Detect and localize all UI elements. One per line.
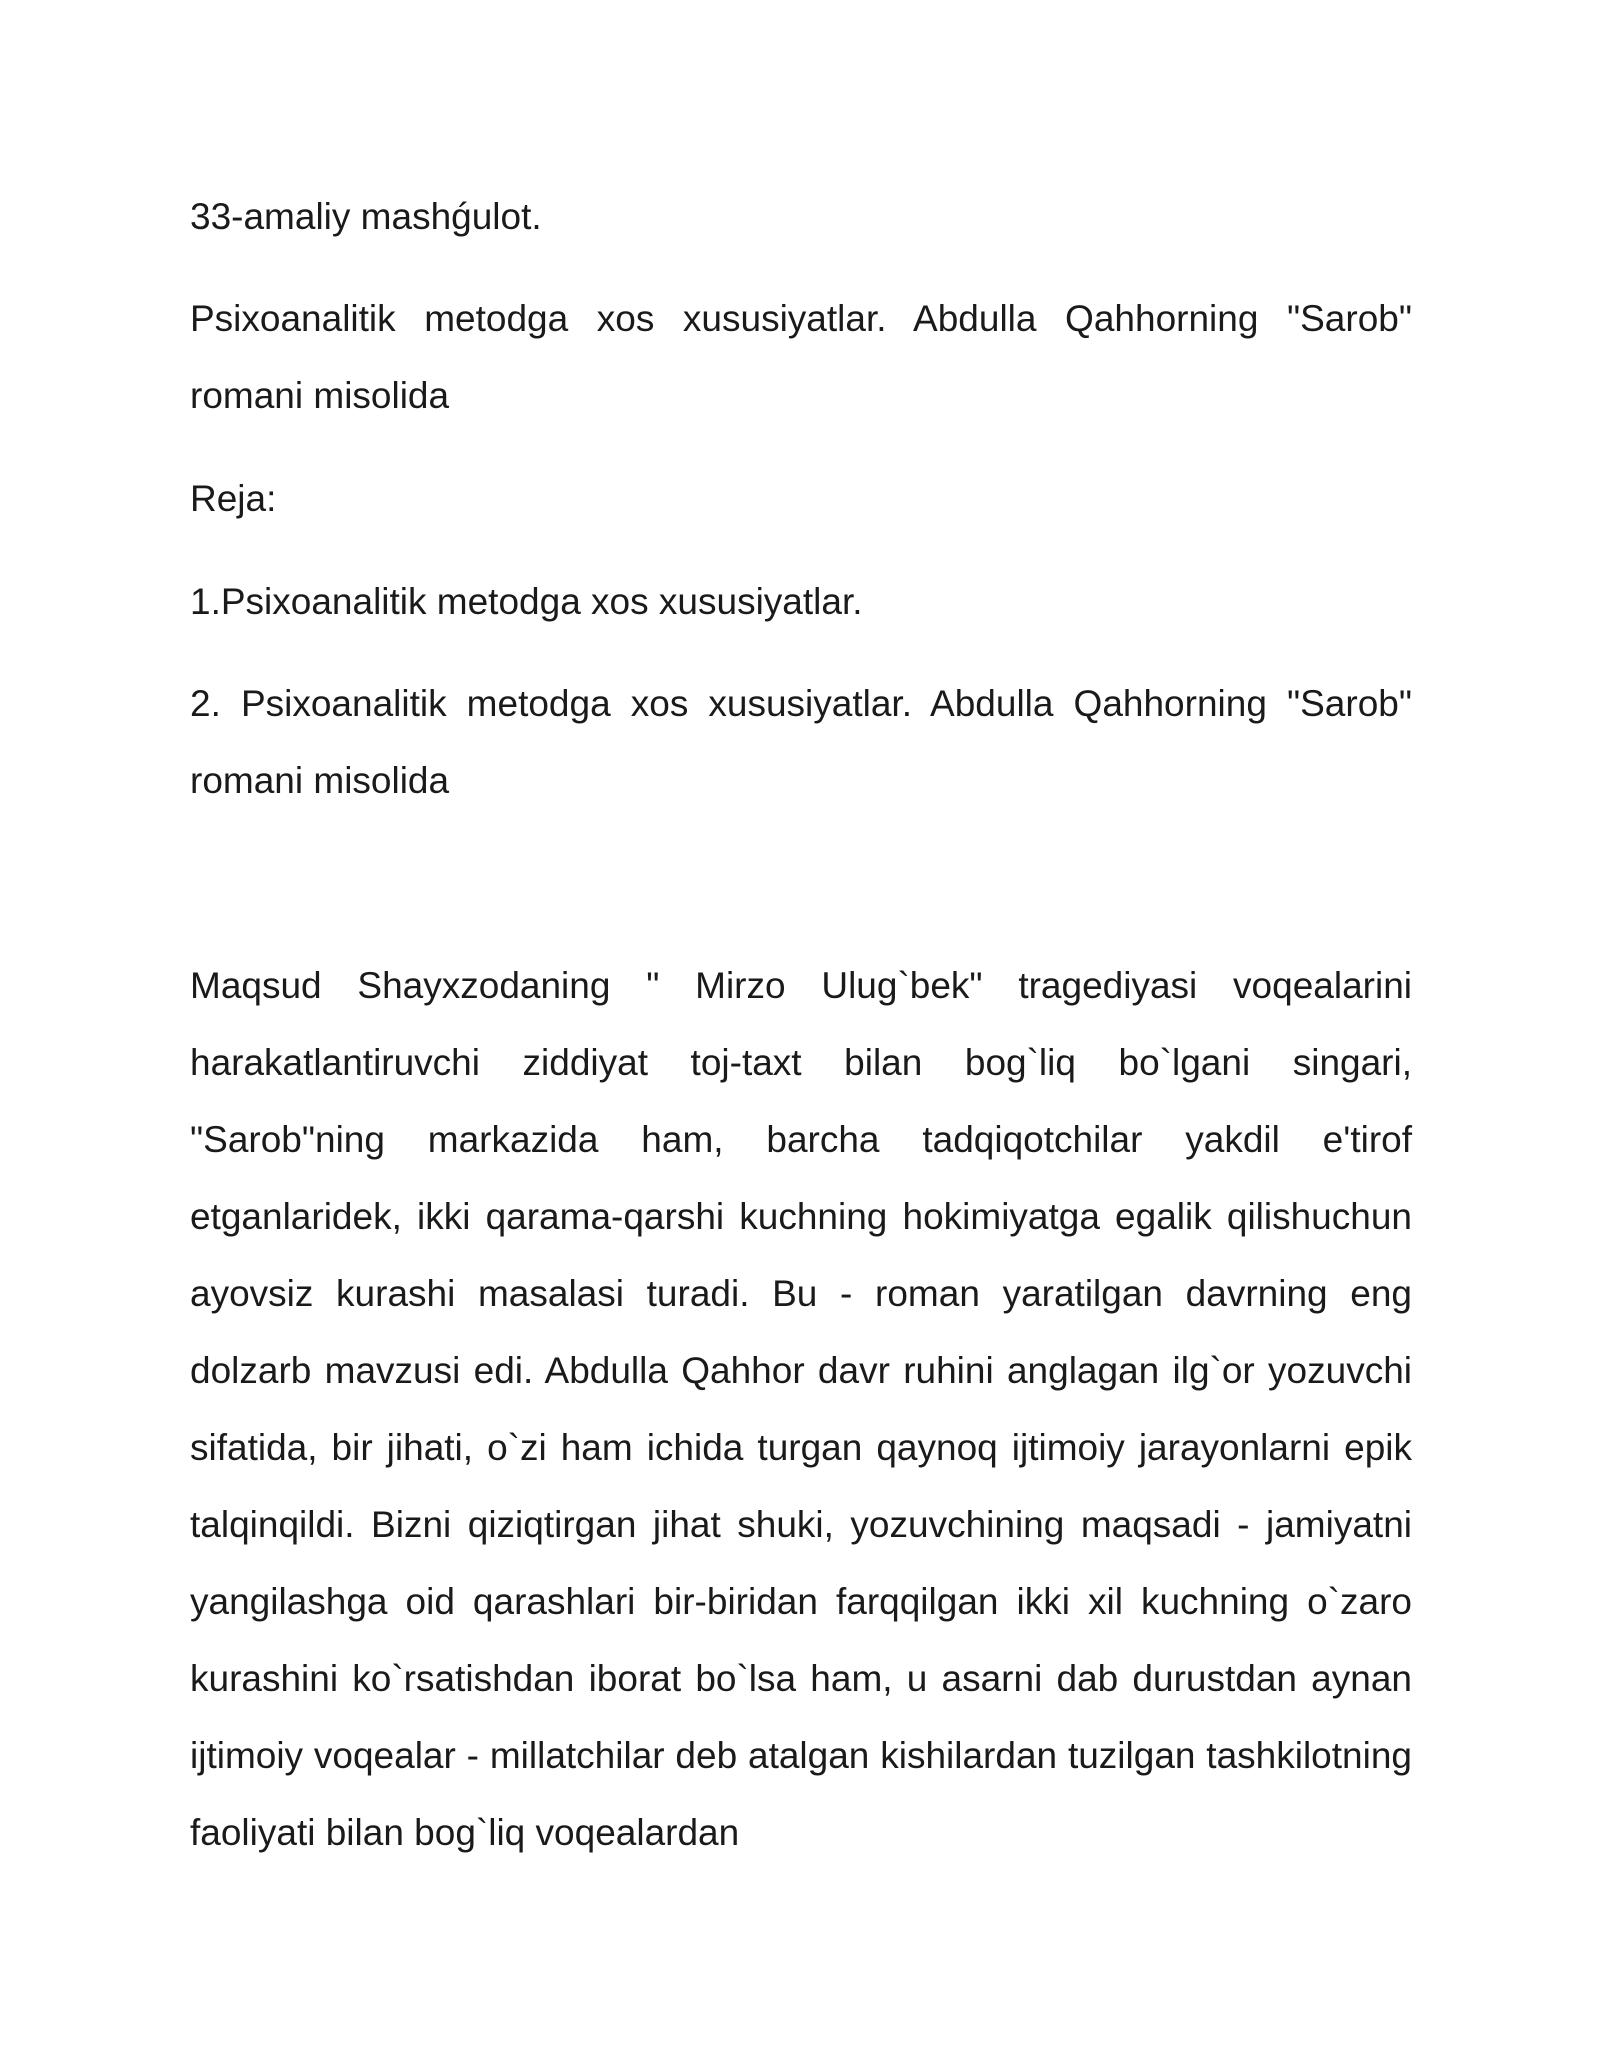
body-paragraph: Maqsud Shayxzodaning " Mirzo Ulug`bek" tragediyasi voqealarini harakatlantiruvchi ziddiyat toj-taxt bilan bog`liq bo`lgani singari, "Sarob"ning markazida ham, barcha tadqiqotchilar yakdil e'tirof etganlaridek, ikki qarama-qarshi kuchning hokimiyatga egalik qilishuchun ayovsiz kurashi masalasi turadi. Bu - roman yaratilgan davrning eng dolzarb mavzusi edi. Abdulla Qahhor davr ruhini anglagan ilg`or yozuvchi sifatida, bir jihati, o`zi ham ichida turgan qaynoq ijtimoiy jarayonlarni epik talqinqildi. Bizni qiziqtirgan jihat shuki, yozuvchining maqsadi - jamiyatni yangilashga oid qarashlari bir-biridan farqqilgan ikki xil kuchning o`zaro kurashini ko`rsatishdan iborat bo`lsa ham, u asarni dab durustdan aynan ijtimoiy voqealar - millatchilar deb atalgan kishilardan tuzilgan tashkilotning faoliyati bilan bog`liq voqealardan <box>190 965 1412 1853</box>
plan-item: 2. Psixoanalitik metodga xos xususiyatlar. Abdulla Qahhorning "Sarob" romani misolida <box>190 683 1412 801</box>
plan-item: 1.Psixoanalitik metodga xos xususiyatlar. <box>190 581 863 622</box>
plan-label: Reja: <box>190 478 277 519</box>
document-topic: Psixoanalitik metodga xos xususiyatlar. Abdulla Qahhorning "Sarob" romani misolida <box>190 298 1412 416</box>
document-heading: 33-amaliy mashǵulot. <box>190 196 542 237</box>
